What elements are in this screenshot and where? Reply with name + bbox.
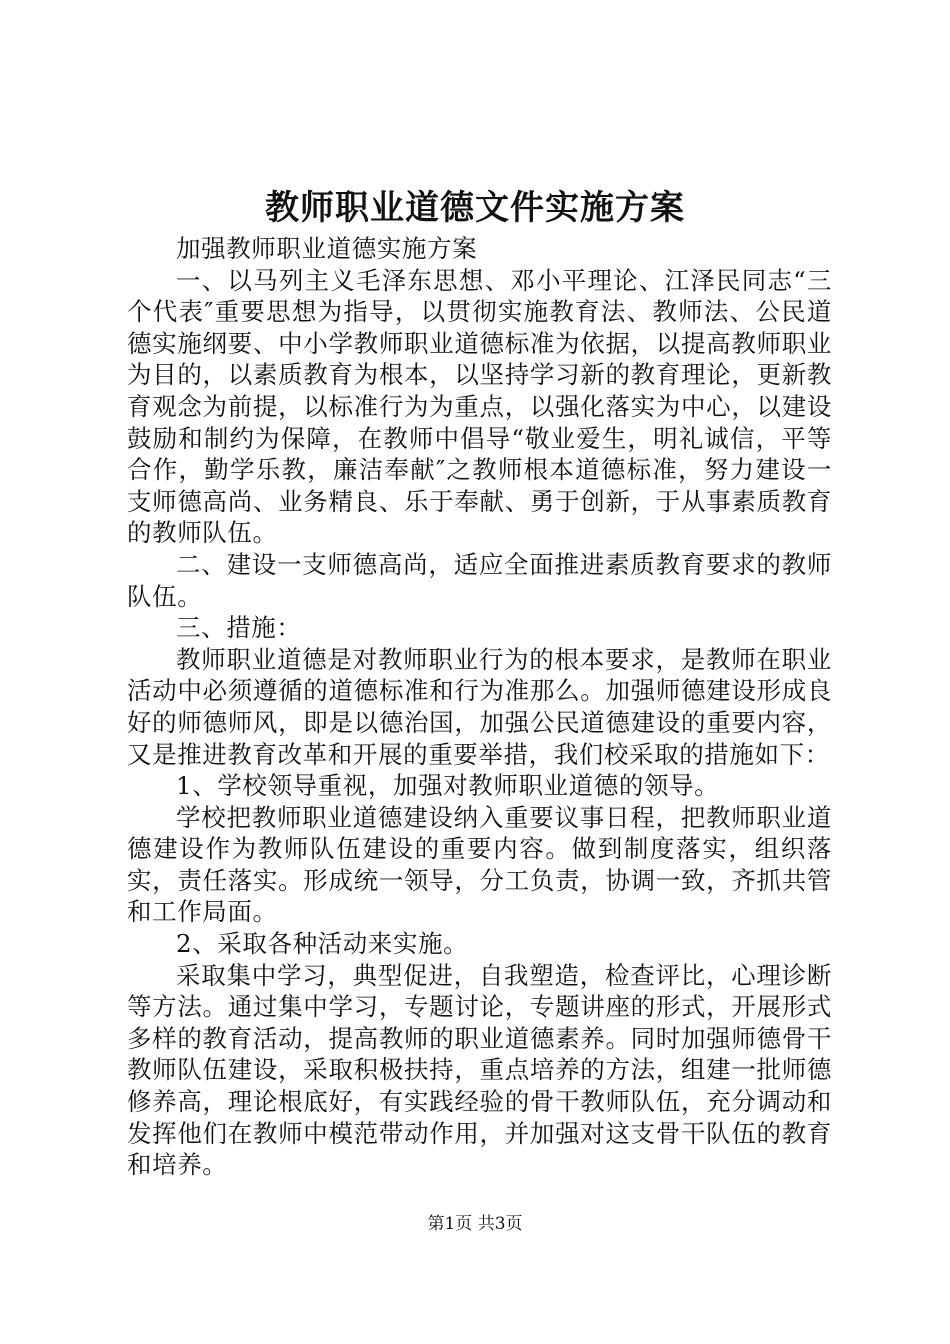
paragraph-measures-heading: 三、措施：: [176, 613, 302, 643]
paragraph-measure-1-heading: 1、学校领导重视，加强对教师职业道德的领导。: [176, 771, 720, 801]
paragraph-guiding-principle: 一、以马列主义毛泽东思想、邓小平理论、江泽民同志“三个代表″重要思想为指导，以贯彻实施教育法、教师法、公民道德实施纲要、中小学教师职业道德标准为依据，以提高教师职业为目的，以素质教育为根本，以坚持学习新的教育理论，更新教育观念为前提，以标准行为为重点，以强化落实为中心，以建设鼓励和制约为保障，在教师中倡导“敬业爱生，明礼诚信，平等合作，勤学乐教，廉洁奉献″之教师根本道德标准，努力建设一支师德高尚、业务精良、乐于奉献、勇于创新，于从事素质教育的教师队伍。: [127, 265, 832, 548]
document-body: [127, 233, 832, 1181]
paragraph-measure-2-heading: 2、采取各种活动来实施。: [176, 929, 469, 959]
paragraph-measure-2-body: 采取集中学习，典型促进，自我塑造，检查评比，心理诊断等方法。通过集中学习，专题讨论，专题讲座的形式，开展形式多样的教育活动，提高教师的职业道德素养。同时加强师德骨干教师队伍建设，采取积极扶持，重点培养的方法，组建一批师德修养高，理论根底好，有实践经验的骨干教师队伍，充分调动和发挥他们在教师中模范带动作用，并加强对这支骨干队伍的教育和培养。: [127, 960, 832, 1180]
page-footer: 第1页 共3页: [427, 1214, 523, 1234]
paragraph-measure-1-body: 学校把教师职业道德建设纳入重要议事日程，把教师职业道德建设作为教师队伍建设的重要内容。做到制度落实，组织落实，责任落实。形成统一领导，分工负责，协调一致，齐抓共管和工作局面。: [127, 802, 832, 927]
paragraph-subtitle: 加强教师职业道德实施方案: [176, 234, 478, 263]
document-title: 教师职业道德文件实施方案: [265, 188, 685, 228]
paragraph-measures-intro: 教师职业道德是对教师职业行为的根本要求，是教师在职业活动中必须遵循的道德标准和行为准那么。加强师德建设形成良好的师德师风，即是以德治国，加强公民道德建设的重要内容，又是推进教育改革和开展的重要举措，我们校采取的措施如下：: [127, 644, 832, 769]
paragraph-goal: 二、建设一支师德高尚，适应全面推进素质教育要求的教师队伍。: [127, 549, 832, 611]
